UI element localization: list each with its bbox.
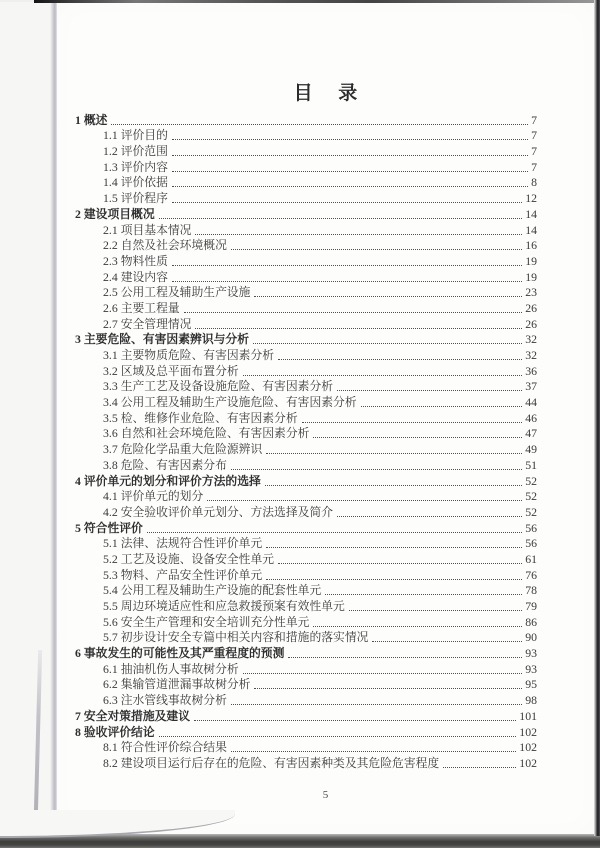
toc-entry-label: 5.2 工艺及设施、设备安全性单元 bbox=[103, 551, 275, 566]
toc-entry-page: 32 bbox=[525, 348, 537, 362]
toc-entry-page: 93 bbox=[525, 661, 537, 676]
dot-leader bbox=[278, 359, 522, 360]
dot-leader bbox=[172, 202, 522, 203]
page-number: 5 bbox=[322, 788, 329, 801]
toc-entry-page: 78 bbox=[525, 583, 537, 598]
toc-entry-page: 52 bbox=[525, 504, 537, 519]
toc-entry-page: 19 bbox=[525, 269, 537, 284]
scan-left-margin bbox=[0, 2, 57, 834]
toc-entry bbox=[57, 567, 594, 583]
toc-entry-page: 102 bbox=[519, 755, 537, 770]
toc-entry-label: 3.7 危险化学品重大危险源辨识 bbox=[103, 442, 263, 457]
dot-leader bbox=[147, 532, 522, 533]
toc-entry-page: 101 bbox=[519, 708, 537, 723]
toc-entry-page: 44 bbox=[525, 395, 537, 410]
toc-entry-label: 6.1 抽油机伤人事故树分析 bbox=[103, 661, 239, 676]
dot-leader bbox=[172, 155, 528, 156]
dot-leader bbox=[266, 453, 522, 454]
dot-leader bbox=[172, 281, 522, 282]
toc-entry bbox=[57, 740, 594, 756]
toc-entry bbox=[57, 583, 594, 599]
toc-entry-page: 76 bbox=[525, 567, 537, 582]
toc-entry-page: 14 bbox=[525, 206, 537, 221]
dot-leader bbox=[302, 422, 523, 423]
dot-leader bbox=[265, 485, 522, 486]
dot-leader bbox=[195, 234, 522, 235]
toc-entry-label: 2.2 自然及社会环境概况 bbox=[103, 238, 227, 253]
dot-leader bbox=[231, 751, 516, 752]
toc-entry bbox=[57, 457, 594, 473]
toc-entry-label: 3.2 区域及总平面布置分析 bbox=[103, 363, 239, 378]
paper-page bbox=[57, 2, 594, 834]
dot-leader bbox=[159, 736, 517, 737]
toc-entry bbox=[57, 394, 594, 410]
toc-entry-label: 8.2 建设项目运行后存在的危险、有害因素种类及其危险危害程度 bbox=[103, 755, 440, 770]
dot-leader bbox=[172, 139, 528, 140]
dot-leader bbox=[337, 390, 522, 391]
toc-entry-label: 5.1 法律、法规符合性评价单元 bbox=[103, 536, 263, 551]
toc-entry-page: 7 bbox=[531, 159, 537, 174]
toc-entry-label: 4.1 评价单元的划分 bbox=[103, 489, 204, 504]
dot-leader bbox=[231, 469, 522, 470]
toc-entry-label: 1.2 评价范围 bbox=[103, 144, 168, 159]
toc-entry-page: 95 bbox=[525, 677, 537, 692]
toc-entry-label: 3.5 检、维修作业危险、有害因素分析 bbox=[103, 410, 298, 425]
toc-entry-label: 3.3 生产工艺及设备设施危险、有害因素分析 bbox=[103, 379, 334, 394]
toc-entry-page: 16 bbox=[525, 238, 537, 253]
toc-entry bbox=[57, 708, 594, 724]
toc-entry-page: 46 bbox=[525, 410, 537, 425]
toc-entry-page: 36 bbox=[525, 363, 537, 378]
toc-entry bbox=[57, 614, 594, 630]
toc-entry bbox=[57, 363, 594, 379]
page-edge bbox=[50, 2, 57, 824]
toc-entry-label: 5.6 安全生产管理和安全培训充分性单元 bbox=[103, 614, 310, 629]
toc-entry-page: 23 bbox=[525, 285, 537, 300]
dot-leader bbox=[325, 594, 522, 595]
toc-entry-page: 12 bbox=[525, 191, 537, 206]
toc-entry-page: 7 bbox=[531, 128, 537, 143]
scan-right-edge bbox=[594, 0, 600, 836]
toc-entry-label: 6 事故发生的可能性及其严重程度的预测 bbox=[75, 646, 285, 661]
toc-entry bbox=[57, 112, 594, 128]
toc-entry-label: 3.8 危险、有害因素分布 bbox=[103, 457, 227, 472]
toc-entry bbox=[57, 692, 594, 708]
toc-entry-page: 37 bbox=[525, 379, 537, 394]
page-edge bbox=[34, 650, 42, 816]
dot-leader bbox=[337, 516, 522, 517]
toc-entry-page: 26 bbox=[525, 300, 537, 315]
toc-entry bbox=[57, 206, 594, 222]
toc-entry bbox=[57, 441, 594, 457]
toc-title: 目 录 bbox=[293, 83, 368, 104]
dot-leader bbox=[266, 579, 522, 580]
toc-entry-label: 3.1 主要物质危险、有害因素分析 bbox=[103, 348, 275, 362]
toc-entry-page: 52 bbox=[525, 489, 537, 504]
dot-leader bbox=[231, 249, 522, 250]
toc-entry-label: 2.7 安全管理情况 bbox=[103, 316, 192, 331]
dot-leader bbox=[172, 186, 528, 187]
toc-entry-label: 3.4 公用工程及辅助生产设施危险、有害因素分析 bbox=[103, 395, 357, 410]
toc-entry bbox=[57, 269, 594, 285]
dot-leader bbox=[172, 265, 522, 266]
toc-entry-label: 1.4 评价依据 bbox=[103, 175, 168, 190]
toc-entry-label: 4 评价单元的划分和评价方法的选择 bbox=[75, 473, 261, 488]
toc-entry-label: 2.6 主要工程量 bbox=[103, 300, 180, 315]
toc-entry-label: 2.1 项目基本情况 bbox=[103, 222, 192, 237]
toc-entry-label: 5.3 物料、产品安全性评价单元 bbox=[103, 567, 263, 582]
toc-entry-page: 61 bbox=[525, 551, 537, 566]
toc-entry bbox=[57, 645, 594, 661]
dot-leader bbox=[254, 296, 522, 297]
toc-entry-page: 98 bbox=[525, 693, 537, 708]
dot-leader bbox=[231, 704, 522, 705]
toc-entry-page: 19 bbox=[525, 253, 537, 268]
toc-entry bbox=[57, 598, 594, 614]
toc-entry bbox=[57, 253, 594, 269]
toc-entry bbox=[57, 159, 594, 175]
toc-entry-label: 1.5 评价程序 bbox=[103, 191, 168, 206]
toc-entry bbox=[57, 489, 594, 505]
toc-entry-page: 8 bbox=[531, 175, 537, 190]
toc-entry-page: 26 bbox=[525, 316, 537, 331]
toc-entry-label: 7 安全对策措施及建议 bbox=[75, 708, 191, 723]
toc-entry bbox=[57, 520, 594, 536]
toc-entry bbox=[57, 661, 594, 677]
toc-entry bbox=[57, 504, 594, 520]
dot-leader bbox=[253, 343, 522, 344]
dot-leader bbox=[278, 563, 522, 564]
toc-entry-label: 5.4 公用工程及辅助生产设施的配套性单元 bbox=[103, 583, 322, 598]
toc-entry bbox=[57, 410, 594, 426]
dot-leader bbox=[288, 657, 522, 658]
toc-entry bbox=[57, 222, 594, 238]
dot-leader bbox=[372, 641, 522, 642]
toc-entry-label: 2.3 物料性质 bbox=[103, 253, 168, 268]
toc-entry-label: 3.6 自然和社会环境危险、有害因素分析 bbox=[103, 426, 310, 441]
toc-entry bbox=[57, 724, 594, 740]
toc-entry-label: 5.5 周边环境适应性和应急救援预案有效性单元 bbox=[103, 599, 345, 613]
toc-entry-label: 2.4 建设内容 bbox=[103, 269, 168, 284]
toc-entry bbox=[57, 285, 594, 301]
dot-leader bbox=[243, 673, 523, 674]
toc-entry-page: 52 bbox=[525, 473, 537, 488]
toc-list bbox=[57, 112, 594, 771]
toc-entry bbox=[57, 630, 594, 646]
dot-leader bbox=[349, 610, 522, 611]
toc-entry-label: 6.3 注水管线事故树分析 bbox=[103, 693, 227, 708]
toc-entry-label: 2.5 公用工程及辅助生产设施 bbox=[103, 285, 251, 300]
toc-entry-label: 8 验收评价结论 bbox=[75, 724, 155, 739]
toc-entry-label: 6.2 集输管道泄漏事故树分析 bbox=[103, 677, 251, 692]
dot-leader bbox=[361, 406, 523, 407]
toc-entry-page: 7 bbox=[531, 112, 537, 127]
toc-entry bbox=[57, 426, 594, 442]
toc-entry-label: 5 符合性评价 bbox=[75, 520, 143, 535]
dot-leader bbox=[443, 767, 516, 768]
toc-entry-page: 79 bbox=[525, 599, 537, 613]
toc-entry bbox=[57, 190, 594, 206]
toc-entry bbox=[57, 332, 594, 348]
toc-entry-page: 102 bbox=[519, 724, 537, 739]
toc-entry-label: 3 主要危险、有害因素辨识与分析 bbox=[75, 332, 250, 347]
toc-entry bbox=[57, 238, 594, 254]
dot-leader bbox=[194, 720, 516, 721]
toc-entry bbox=[57, 536, 594, 552]
toc-entry bbox=[57, 379, 594, 395]
toc-entry-page: 90 bbox=[525, 630, 537, 645]
toc-entry bbox=[57, 175, 594, 191]
toc-entry-page: 56 bbox=[525, 520, 537, 535]
dot-leader bbox=[266, 547, 522, 548]
toc-entry bbox=[57, 755, 594, 771]
dot-leader bbox=[111, 124, 528, 125]
dot-leader bbox=[195, 328, 522, 329]
toc-entry-label: 2 建设项目概况 bbox=[75, 206, 155, 221]
toc-entry-page: 47 bbox=[525, 426, 537, 441]
toc-entry-page: 51 bbox=[525, 457, 537, 472]
dot-leader bbox=[313, 626, 522, 627]
toc-entry-label: 1 概述 bbox=[75, 112, 108, 127]
toc-entry-page: 32 bbox=[525, 332, 537, 347]
dot-leader bbox=[159, 218, 523, 219]
toc-entry bbox=[57, 300, 594, 316]
dot-leader bbox=[313, 437, 522, 438]
toc-entry-page: 49 bbox=[525, 442, 537, 457]
toc-entry bbox=[57, 473, 594, 489]
dot-leader bbox=[254, 688, 522, 689]
toc-entry bbox=[57, 143, 594, 159]
toc-entry-page: 7 bbox=[531, 144, 537, 159]
toc-entry bbox=[57, 128, 594, 144]
toc-entry-label: 5.7 初步设计安全专篇中相关内容和措施的落实情况 bbox=[103, 630, 369, 645]
dot-leader bbox=[243, 375, 523, 376]
dot-leader bbox=[184, 312, 523, 313]
toc-entry bbox=[57, 551, 594, 567]
toc-entry-label: 4.2 安全验收评价单元划分、方法选择及简介 bbox=[103, 504, 334, 519]
dot-leader bbox=[172, 171, 528, 172]
toc-entry bbox=[57, 316, 594, 332]
toc-entry-page: 86 bbox=[525, 614, 537, 629]
toc-entry bbox=[57, 347, 594, 363]
dot-leader bbox=[207, 500, 522, 501]
toc-entry-page: 14 bbox=[525, 222, 537, 237]
toc-entry-page: 102 bbox=[519, 740, 537, 755]
toc-entry bbox=[57, 677, 594, 693]
toc-entry-label: 1.1 评价目的 bbox=[103, 128, 168, 143]
toc-entry-page: 56 bbox=[525, 536, 537, 551]
toc-entry-label: 1.3 评价内容 bbox=[103, 159, 168, 174]
toc-entry-label: 8.1 符合性评价综合结果 bbox=[103, 740, 227, 755]
toc-entry-page: 93 bbox=[525, 646, 537, 661]
scan-top-edge bbox=[34, 0, 600, 3]
